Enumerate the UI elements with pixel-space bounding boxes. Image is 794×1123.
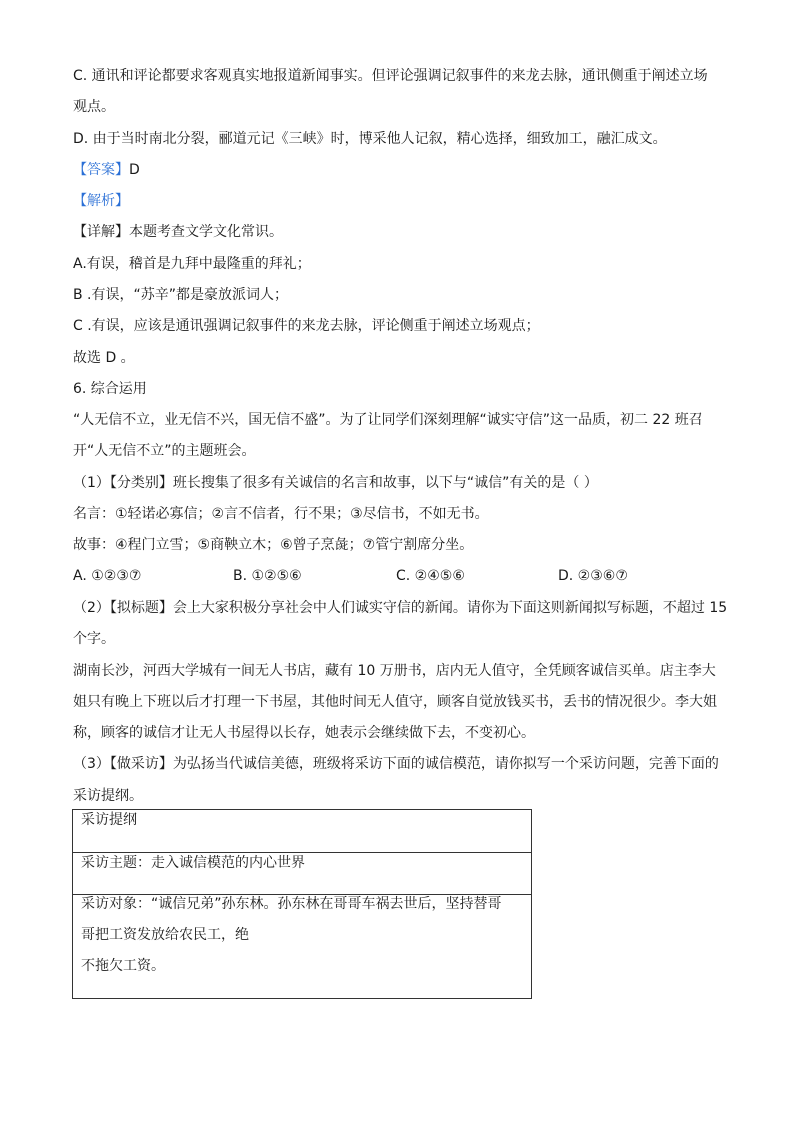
news-line-1: 湖南长沙，河西大学城有一间无人书店，藏有 10 万册书，店内无人值守，全凭顾客诚信买单。店主李大 [73, 663, 716, 679]
quotes-line: 名言：①轻诺必寡信；②言不信者，行不果；③尽信书，不如无书。 [73, 506, 489, 522]
option-c: C. ②④⑤⑥ [396, 568, 465, 584]
note-c: C .有误，应该是通讯强调记叙事件的来龙去脉，评论侧重于阐述立场观点； [73, 318, 540, 334]
option-d: D. ②③⑥⑦ [558, 568, 628, 584]
intro-line-1: “人无信不立，业无信不兴，国无信不盛”。为了让同学们深刻理解“诚实守信”这一品质，初二 22 班召 [73, 412, 703, 428]
sub-question-3-line-1: （3）【做采访】为弘扬当代诚信美德，班级将采访下面的诚信模范，请你拟写一个采访问题，完善下面的 [73, 756, 719, 772]
outline-header-cell: 采访提纲 [73, 810, 532, 853]
intro-line-2: 开“人无信不立”的主题班会。 [73, 443, 256, 459]
answer-line [73, 160, 734, 180]
question-6-title: 6. 综合运用 [73, 381, 147, 397]
object-line-3: 不拖欠工资。 [81, 958, 165, 974]
object-line-2: 哥把工资发放给农民工，绝 [81, 927, 249, 943]
answer-tag: 【答案】 [73, 162, 129, 178]
outline-topic-cell: 采访主题：走入诚信模范的内心世界 [73, 853, 532, 895]
sub-question-3-line-2: 采访提纲。 [73, 788, 143, 804]
answer-value: D [129, 162, 140, 178]
sub-question-2-line-1: （2）【拟标题】会上大家积极分享社会中人们诚实守信的新闻。请你为下面这则新闻拟写标题，不超过 15 [73, 600, 728, 616]
note-b: B .有误，“苏辛”都是豪放派词人； [73, 287, 289, 303]
note-a: A.有误，稽首是九拜中最隆重的拜礼； [73, 256, 311, 272]
analysis-line [73, 191, 734, 211]
option-a: A. ①②③⑦ [73, 568, 142, 584]
choice-line: 故选 D 。 [73, 350, 135, 366]
table-row [73, 895, 532, 999]
news-line-2: 姐只有晚上下班以后才打理一下书屋，其他时间无人值守，顾客自觉放钱买书，丢书的情况很少。李大姐 [73, 694, 717, 710]
option-c-line-1: C. 通讯和评论都要求客观真实地报道新闻事实。但评论强调记叙事件的来龙去脉，通讯侧重于阐述立场 [73, 68, 708, 84]
object-line-1: 采访对象：“诚信兄弟”孙东林。孙东林在哥哥车祸去世后，坚持替哥 [81, 896, 502, 912]
analysis-tag: 【解析】 [73, 193, 129, 209]
option-c-line-2: 观点。 [73, 99, 115, 115]
stories-line: 故事：④程门立雪；⑤商鞅立木；⑥曾子烹彘；⑦管宁割席分坐。 [73, 537, 474, 553]
sub-question-2-line-2: 个字。 [73, 631, 115, 647]
news-line-3: 称，顾客的诚信才让无人书屋得以长存，她表示会继续做下去，不变初心。 [73, 725, 535, 741]
sub-question-1: （1）【分类别】班长搜集了很多有关诚信的名言和故事，以下与“诚信”有关的是（ ） [73, 475, 598, 491]
detail-line: 【详解】本题考查文学文化常识。 [73, 224, 283, 240]
interview-outline-table [72, 809, 532, 999]
option-d-line: D. 由于当时南北分裂，郦道元记《三峡》时，博采他人记叙，精心选择，细致加工，融汇成文。 [73, 131, 667, 147]
outline-object-cell [73, 895, 532, 999]
table-row [73, 810, 532, 853]
option-b: B. ①②⑤⑥ [233, 568, 302, 584]
